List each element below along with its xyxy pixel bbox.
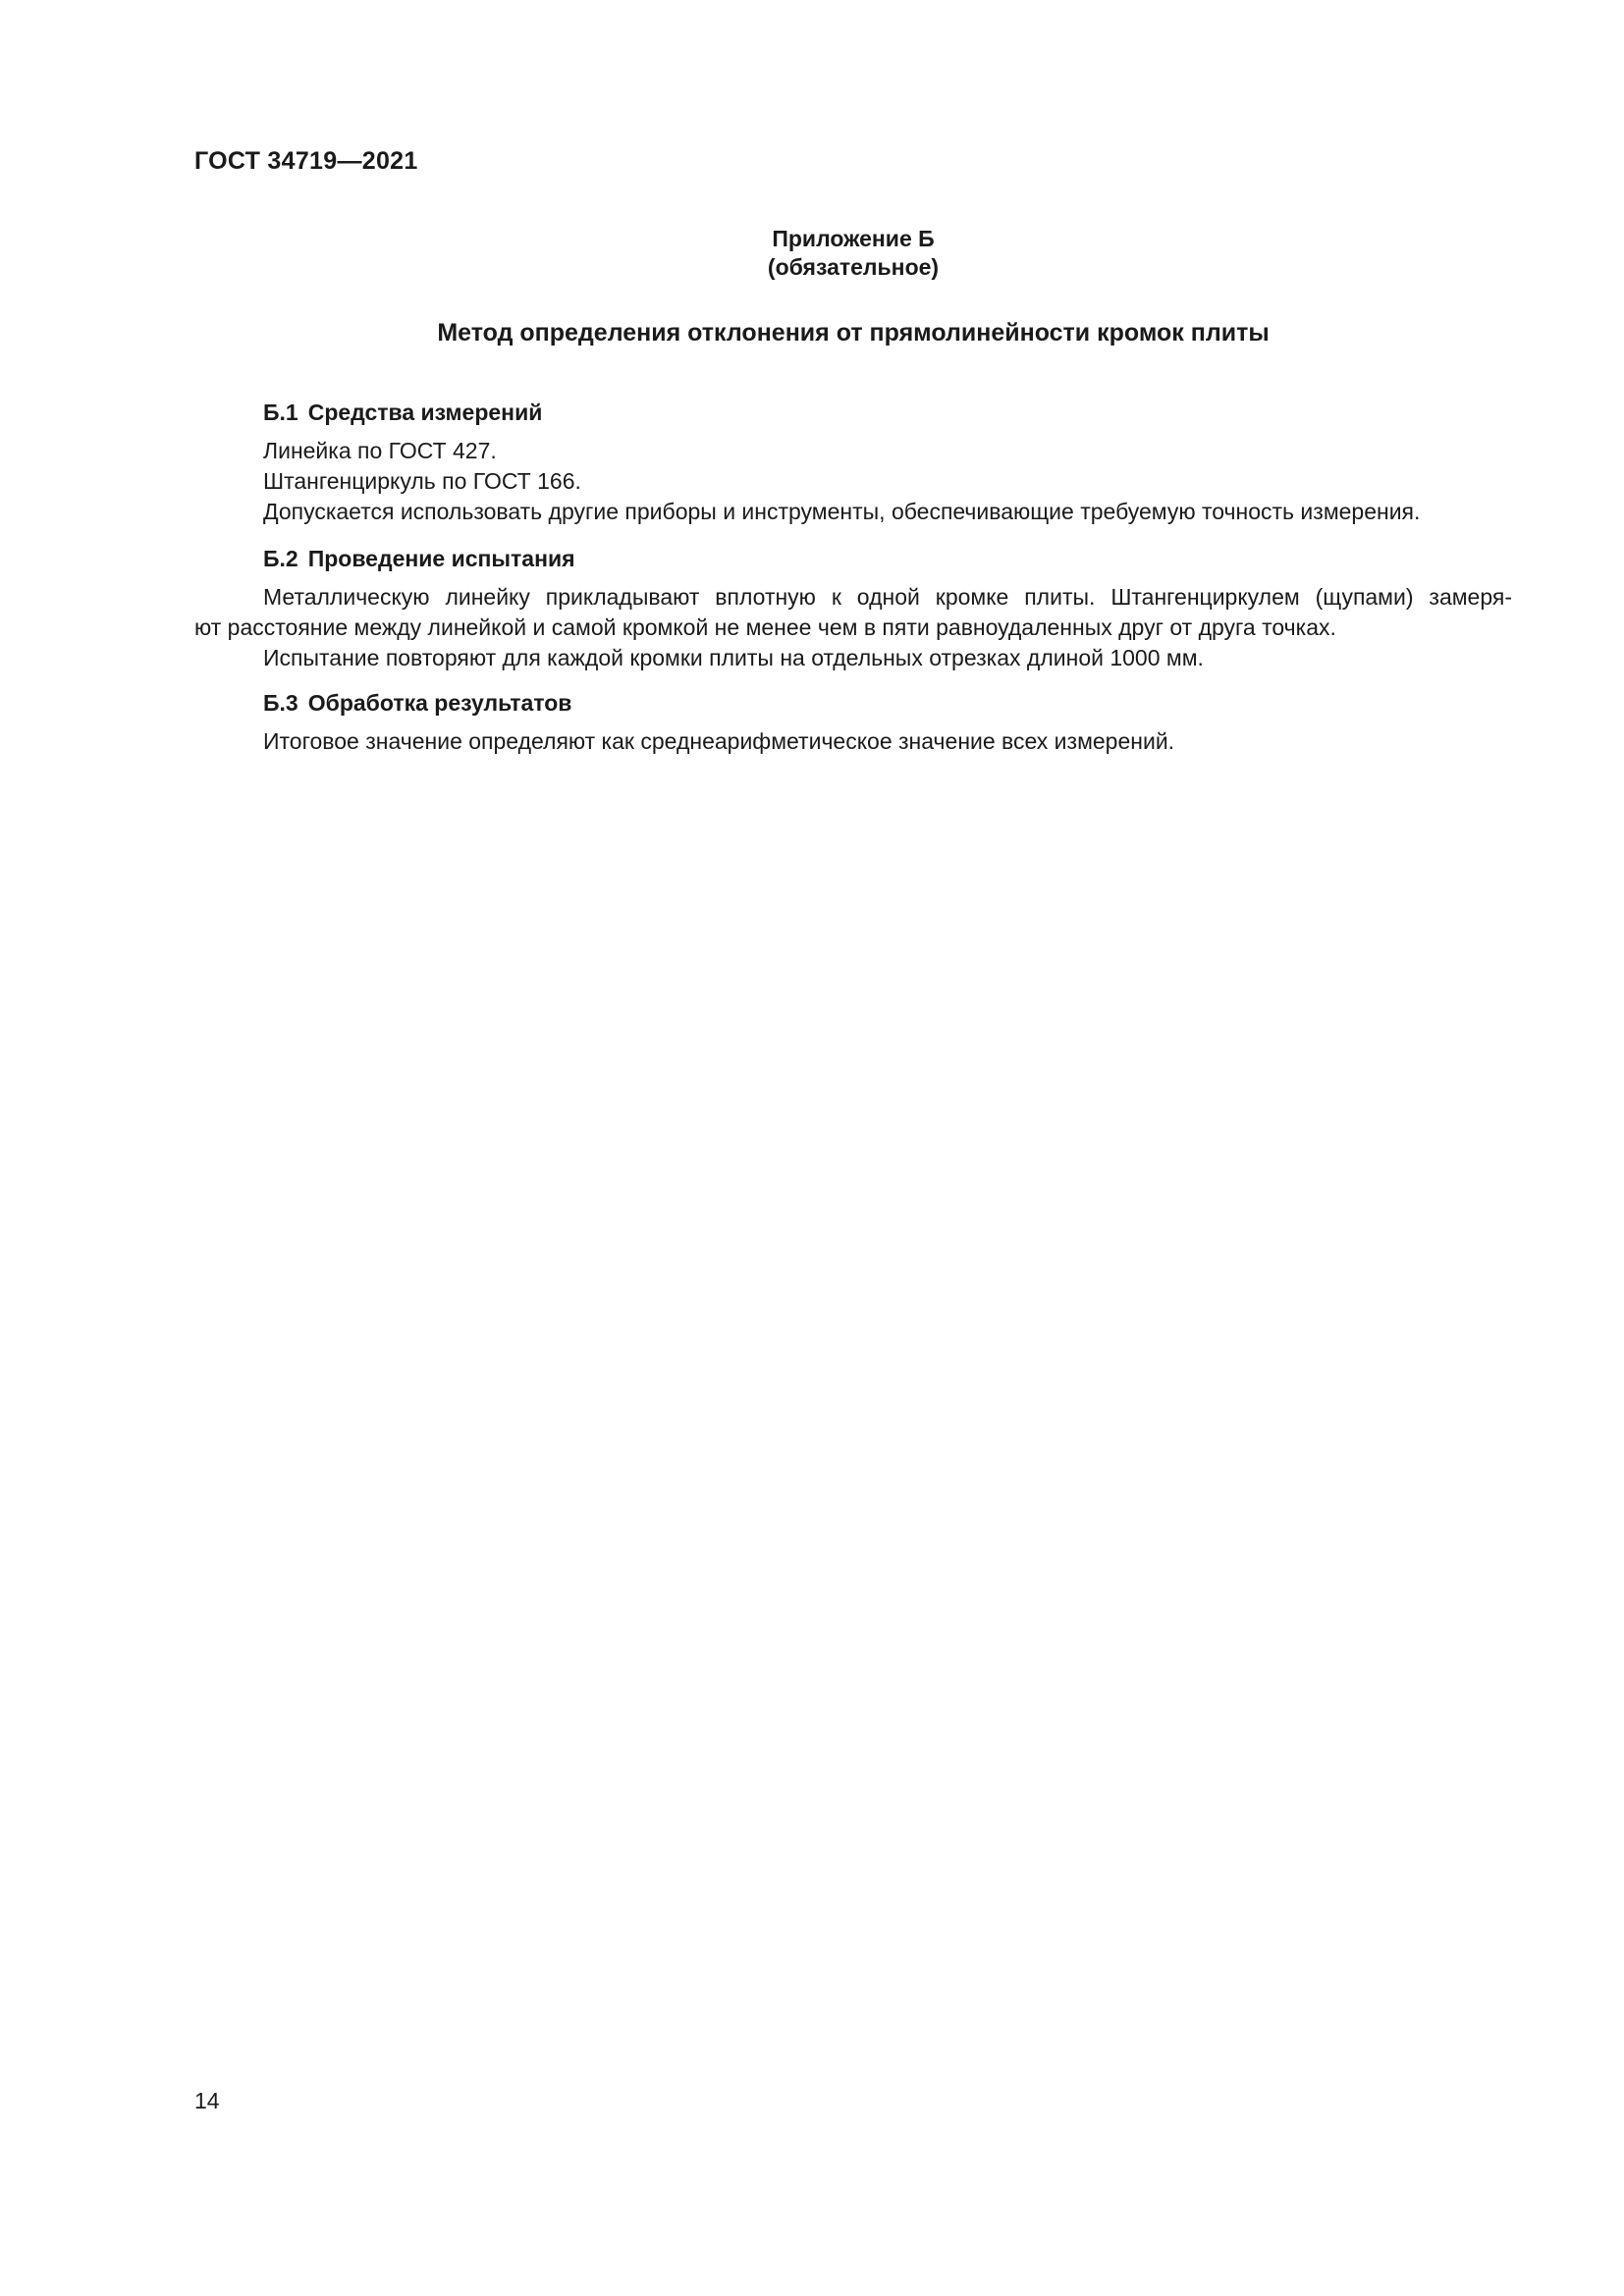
paragraph-line: Штангенциркуль по ГОСТ 166. xyxy=(263,468,581,494)
section-title: Средства измерений xyxy=(307,400,543,425)
paragraph-line: Допускается использовать другие приборы и инструменты, обеспечивающие требуемую точность измерения. xyxy=(263,499,1421,524)
appendix-title: Приложение Б xyxy=(772,226,935,251)
appendix-status: (обязательное) xyxy=(767,254,940,280)
paragraph-line: Итоговое значение определяют как среднеарифметическое значение всех измерений. xyxy=(263,728,1175,754)
section-title: Обработка результатов xyxy=(307,690,572,716)
paragraph-line: Испытание повторяют для каждой кромки плиты на отдельных отрезках длиной 1000 мм. xyxy=(263,645,1204,670)
page-number: 14 xyxy=(194,2088,220,2113)
section-number: Б.3 xyxy=(263,690,298,716)
section-number: Б.1 xyxy=(263,400,298,425)
paragraph-line: Металлическую линейку прикладывают вплотную к одной кромке плиты. Штангенциркулем (щупами) замеря- xyxy=(263,584,1512,610)
document-header: ГОСТ 34719—2021 xyxy=(194,147,418,175)
section-heading xyxy=(194,397,1512,428)
section-heading xyxy=(194,687,1512,719)
section-b3 xyxy=(194,687,1512,757)
section-number: Б.2 xyxy=(263,546,298,571)
section-title: Проведение испытания xyxy=(307,546,575,571)
section-b2 xyxy=(194,543,1512,673)
section-b1 xyxy=(194,397,1512,527)
section-heading xyxy=(194,543,1512,574)
paragraph-line: ют расстояние между линейкой и самой кромкой не менее чем в пяти равноудаленных друг от друга точках. xyxy=(194,614,1336,640)
main-title: Метод определения отклонения от прямолинейности кромок плиты xyxy=(437,319,1270,347)
appendix-block xyxy=(194,225,1512,282)
paragraph-line: Линейка по ГОСТ 427. xyxy=(263,438,497,463)
